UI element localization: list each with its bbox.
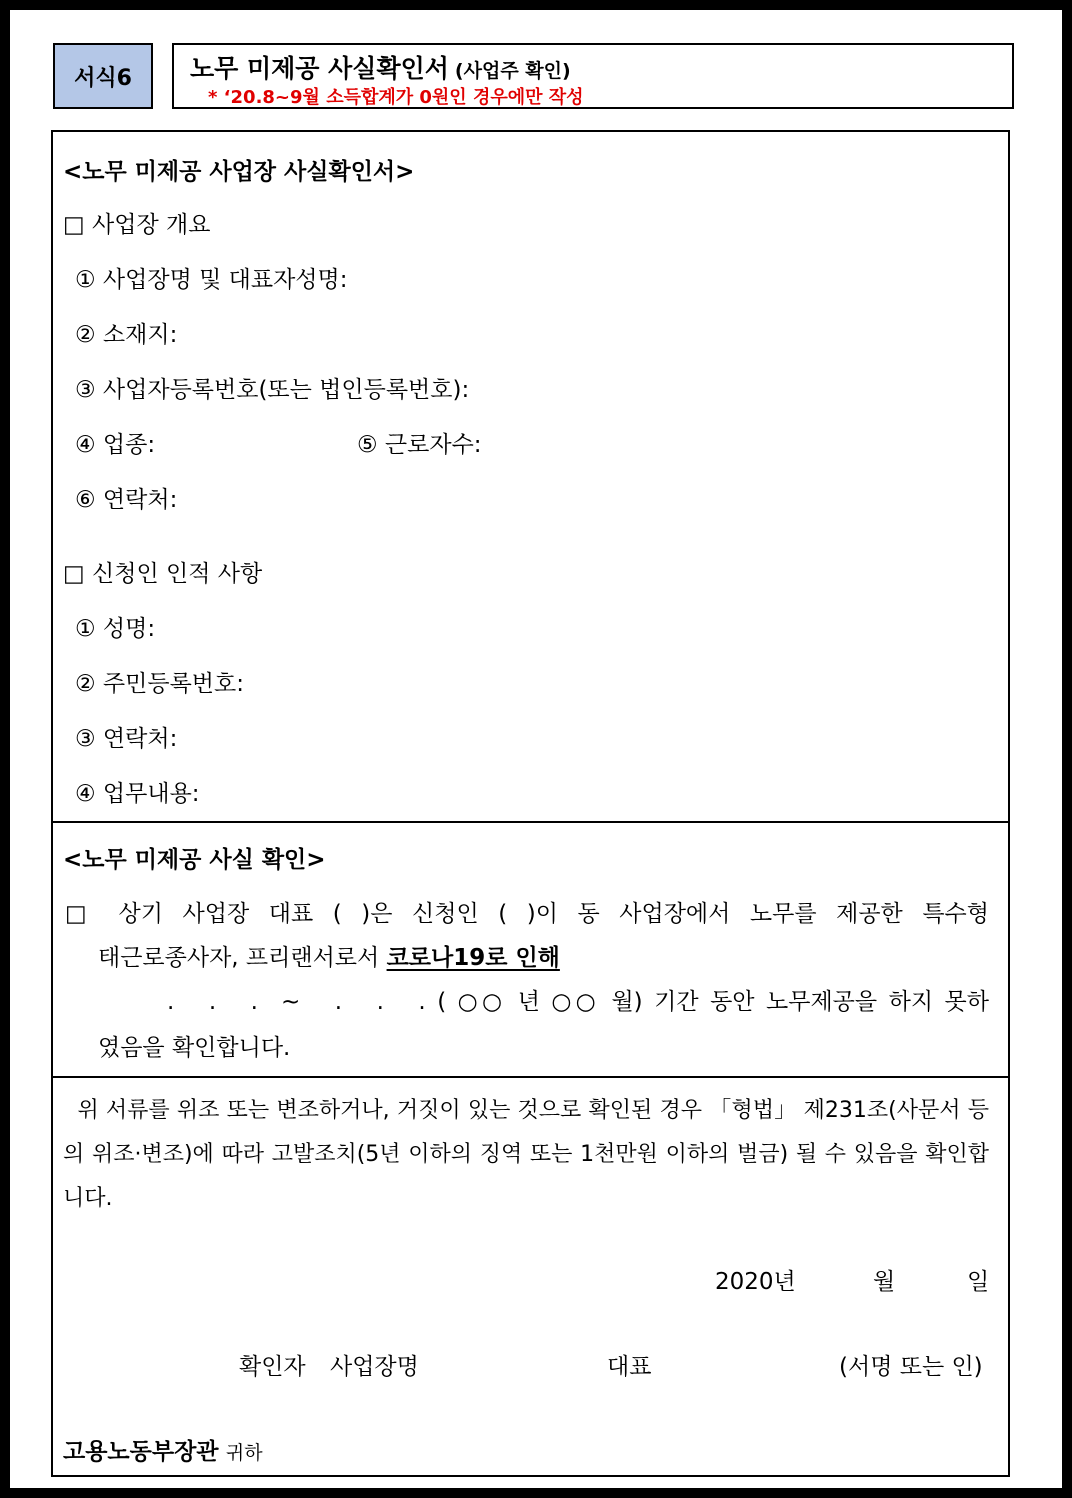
field-applicant-contact: ③ 연락처: <box>75 726 178 752</box>
workplace-overview-title: □ 사업장 개요 <box>63 212 211 238</box>
title-box <box>172 43 1014 109</box>
recipient-name: 고용노동부장관 <box>63 1439 219 1465</box>
title-note: * ‘20.8~9월 소득합계가 0원인 경우에만 작성 <box>208 87 584 108</box>
field-workplace-contact: ⑥ 연락처: <box>75 487 178 513</box>
section-signature <box>53 1078 1008 1477</box>
date-year: 2020년 <box>715 1269 796 1295</box>
field-resident-number: ② 주민등록번호: <box>75 671 244 697</box>
confirmation-line-3: . . . ~ . . . ( ○○ 년 ○○ 월) 기간 동안 노무제공을 하지 못하 <box>98 989 989 1015</box>
confirmer-label: 확인자 <box>239 1354 306 1380</box>
confirmation-line-2 <box>98 943 560 973</box>
workplace-name-label: 사업장명 <box>330 1354 419 1380</box>
form-page <box>10 10 1062 1488</box>
field-business-number: ③ 사업자등록번호(또는 법인등록번호): <box>75 377 470 403</box>
field-employee-count: ⑤ 근로자수: <box>357 432 482 458</box>
document-title <box>190 49 571 85</box>
section-workplace-confirmation <box>53 132 1008 823</box>
applicant-info-title: □ 신청인 인적 사항 <box>63 561 263 587</box>
form-body <box>51 130 1010 1477</box>
representative-label: 대표 <box>607 1354 652 1380</box>
form-number-badge: 서식6 <box>53 43 153 109</box>
field-job-description: ④ 업무내용: <box>75 781 200 807</box>
signature-label: (서명 또는 인) <box>839 1354 983 1380</box>
section1-heading: <노무 미제공 사업장 사실확인서> <box>63 159 415 185</box>
date-month: 월 <box>873 1269 896 1295</box>
covid-emphasis: 코로나19로 인해 <box>386 945 560 971</box>
section-non-service-confirmation <box>53 821 1008 1078</box>
recipient-suffix: 귀하 <box>225 1442 263 1464</box>
date-day: 일 <box>967 1269 990 1295</box>
field-applicant-name: ① 성명: <box>75 616 156 642</box>
confirmation-line-2-text: 태근로종사자, 프리랜서로서 <box>98 945 387 971</box>
section2-heading: <노무 미제공 사실 확인> <box>63 847 326 873</box>
field-location: ② 소재지: <box>75 322 178 348</box>
field-workplace-name: ① 사업장명 및 대표자성명: <box>75 267 348 293</box>
field-industry: ④ 업종: <box>75 432 156 458</box>
recipient <box>63 1433 263 1466</box>
confirmation-line-1: □ 상기 사업장 대표 ( )은 신청인 ( )이 동 사업장에서 노무를 제공한 특수형 <box>65 901 989 927</box>
legal-warning: 위 서류를 위조 또는 변조하거나, 거짓이 있는 것으로 확인된 경우 「형법」 제231조(사문서 등의 위조·변조)에 따라 고발조치(5년 이하의 징역 또는 1천만원 이하의 벌금) 될 수 있음을 확인합니다. <box>63 1098 989 1211</box>
confirmation-line-4: 였음을 확인합니다. <box>98 1035 291 1061</box>
title-subtitle: (사업주 확인) <box>454 60 571 82</box>
title-text: 노무 미제공 사실확인서 <box>190 54 449 83</box>
